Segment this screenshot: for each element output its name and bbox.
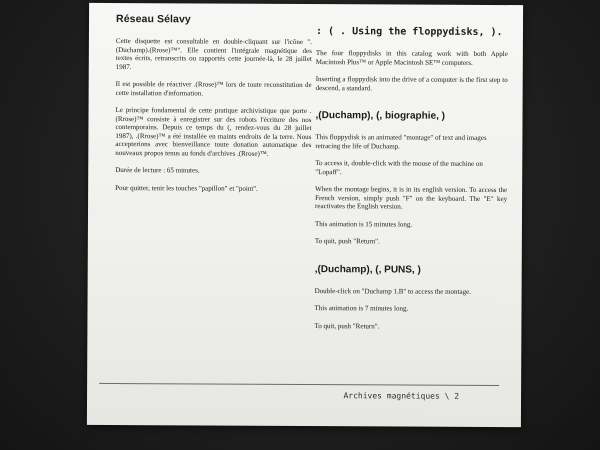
left-paragraph-reactivate: Il est possible de réactiver .(Rrose)™ lors de toute reconstitution de cette installation d'information. xyxy=(115,80,312,97)
paragraph-biographie-language: When the montage begins, it is in its english version. To access the French version, simply push "F" on the keyboard. The "E" key reactivates the English version. xyxy=(315,185,508,211)
section-title-biographie: ,(Duchamp), (, biographie, ) xyxy=(315,110,446,122)
left-paragraph-duration: Durée de lecture : 65 minutes. xyxy=(115,166,200,175)
paragraph-puns-quit: To quit, push "Return". xyxy=(314,321,380,330)
footer-rule xyxy=(99,383,499,386)
left-column xyxy=(115,13,312,202)
paragraph-biographie-description: This floppydisk is an animated "montage" of text and images retracing the life of Duchamp. xyxy=(315,133,487,150)
right-column xyxy=(314,26,508,340)
left-paragraph-quit: Pour quitter, tenir les touches "papillon" et "point". xyxy=(115,183,258,193)
paragraph-biographie-duration: This animation is 15 minutes long. xyxy=(314,219,413,229)
paragraph-puns-access: Double-click on "Duchamp 1.B" to access the montage. xyxy=(314,286,471,296)
paragraph-biographie-quit: To quit, push "Return". xyxy=(314,237,380,246)
section-title-using-floppydisks: : ( . Using the floppydisks, ). xyxy=(315,26,503,39)
paragraph-compatibility: The four floppydisks in this catalog work with both Apple Macintosh Plus™ or Apple Macintosh SE™ computers. xyxy=(315,49,508,67)
paragraph-biographie-access: To access it, double-click with the mouse of the machine on "Lopaff". xyxy=(315,159,483,176)
left-column-title: Réseau Sélavy xyxy=(115,13,191,26)
footer-page-label: Archives magnétiques \ 2 xyxy=(343,391,460,401)
section-title-puns: ,(Duchamp), (, PUNS, ) xyxy=(314,263,421,276)
left-paragraph-principle: Le principe fondamental de cette pratique archivistique que porte .(Rrose)™ consiste à enregistrer sur des robots l'écriture des nos contemporains. Depuis ce temps du (, rendez-vous du 28 juillet 1987), .(Rrose)™ a été installée en maints endroits de la terre. Nous accepterions avec bienveillance toute donation automatique des nouveaux propos tenus au fonds d'archives .(Rrose)™. xyxy=(115,106,312,158)
printed-page xyxy=(87,3,523,427)
paragraph-inserting: Inserting a floppydisk into the drive of a computer is the first step to descend, a standard. xyxy=(315,75,508,92)
paragraph-puns-duration: This animation is 7 minutes long. xyxy=(314,304,409,313)
left-paragraph-intro: Cette disquette est consultable en double-cliquant sur l'icône ".(Duchamp).(Rrose)™". Elle contient l'intégrale magnétique des textes écrits, retranscrits ou rapportés cette journée-là, le 28 juillet 1987. xyxy=(115,37,312,71)
